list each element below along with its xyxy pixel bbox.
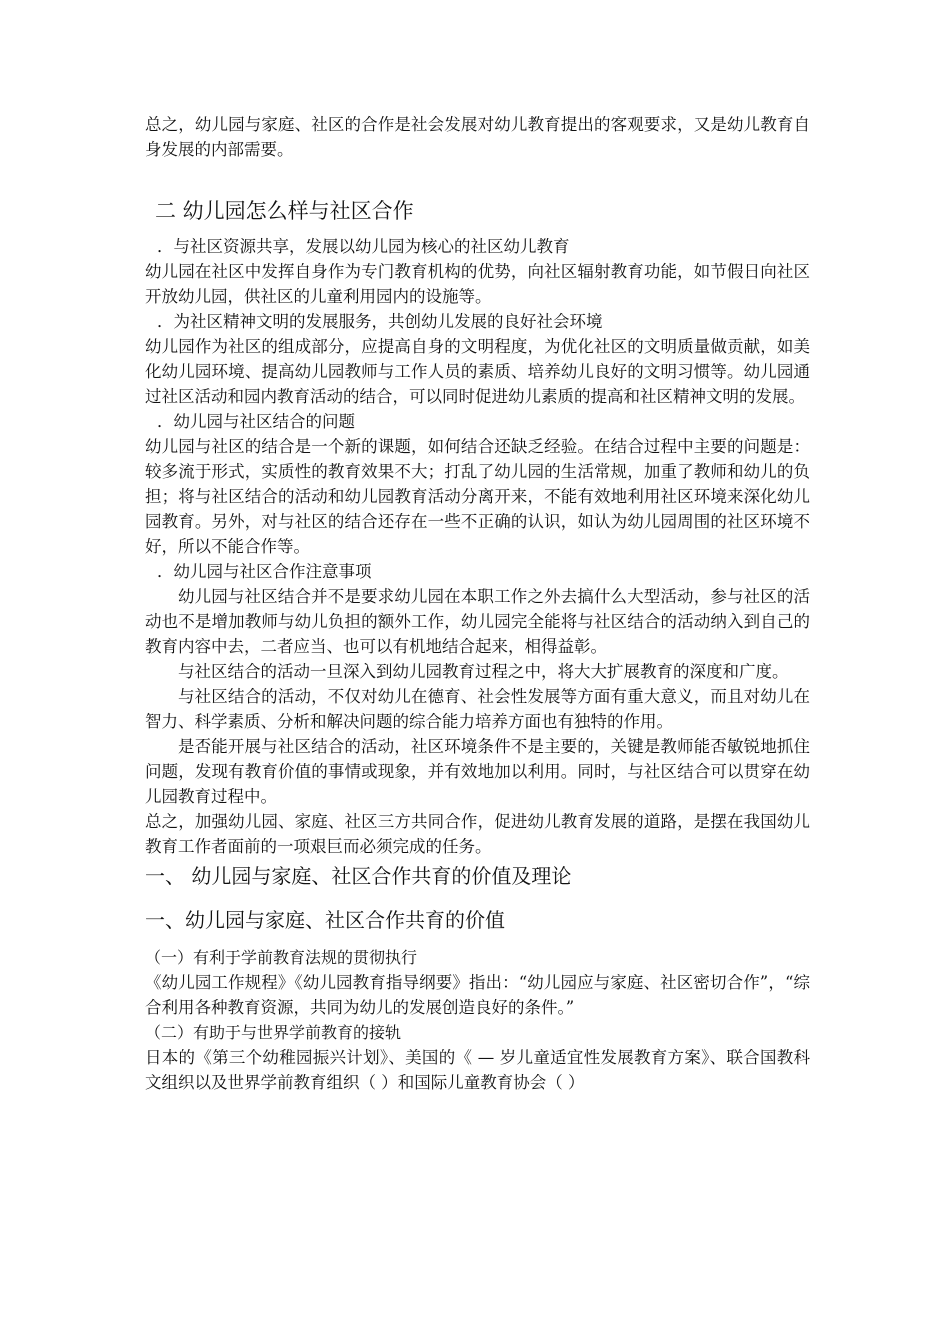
- sub1-title: （一）有利于学前教育法规的贯彻执行: [145, 948, 418, 967]
- item4-paragraph-1: 幼儿园与社区结合并不是要求幼儿园在本职工作之外去搞什么大型活动，参与社区的活动也不是增加教师与幼儿负担的额外工作，幼儿园完全能将与社区结合的活动纳入到自己的教育内容中去，二者应当、也可以有机地结合起来，相得益彰。: [145, 587, 810, 656]
- intro-summary: 总之，幼儿园与家庭、社区的合作是社会发展对幼儿教育提出的客观要求，又是幼儿教育自身发展的内部需要。: [145, 115, 810, 159]
- sub2-title: （二）有助于与世界学前教育的接轨: [145, 1023, 402, 1042]
- item2-title: ．为社区精神文明的发展服务，共创幼儿发展的良好社会环境: [157, 312, 603, 331]
- item4-paragraph-2: 与社区结合的活动一旦深入到幼儿园教育过程之中，将大大扩展教育的深度和广度。: [178, 662, 789, 681]
- item3-title: ．幼儿园与社区结合的问题: [157, 412, 355, 431]
- subpart-heading-value: 一、幼儿园与家庭、社区合作共育的价值: [145, 908, 505, 932]
- summary-paragraph: 总之，加强幼儿园、家庭、社区三方共同合作，促进幼儿教育发展的道路，是摆在我国幼儿教育工作者面前的一项艰巨而必须完成的任务。: [145, 812, 810, 856]
- item1-title: ．与社区资源共享，发展以幼儿园为核心的社区幼儿教育: [157, 237, 570, 256]
- item4-title: ．幼儿园与社区合作注意事项: [157, 562, 372, 581]
- item1-body: 幼儿园在社区中发挥自身作为专门教育机构的优势，向社区辐射教育功能，如节假日向社区开放幼儿园，供社区的儿童利用园内的设施等。: [145, 262, 810, 306]
- document-page: [145, 112, 810, 1095]
- part-heading-value-theory: 一、 幼儿园与家庭、社区合作共育的价值及理论: [145, 864, 572, 888]
- item4-paragraph-4: 是否能开展与社区结合的活动，社区环境条件不是主要的，关键是教师能否敏锐地抓住问题，发现有教育价值的事情或现象，并有效地加以利用。同时，与社区结合可以贯穿在幼儿园教育过程中。: [145, 737, 810, 806]
- section-heading-community: 二 幼儿园怎么样与社区合作: [155, 199, 414, 223]
- item3-body: 幼儿园与社区的结合是一个新的课题，如何结合还缺乏经验。在结合过程中主要的问题是：较多流于形式，实质性的教育效果不大；打乱了幼儿园的生活常规，加重了教师和幼儿的负担；将与社区结合的活动和幼儿园教育活动分离开来，不能有效地利用社区环境来深化幼儿园教育。另外，对与社区的结合还存在一些不正确的认识，如认为幼儿园周围的社区环境不好，所以不能合作等。: [145, 437, 810, 556]
- item2-body: 幼儿园作为社区的组成部分，应提高自身的文明程度，为优化社区的文明质量做贡献，如美化幼儿园环境、提高幼儿园教师与工作人员的素质、培养幼儿良好的文明习惯等。幼儿园通过社区活动和园内教育活动的结合，可以同时促进幼儿素质的提高和社区精神文明的发展。: [145, 337, 810, 406]
- sub1-body: 《幼儿园工作规程》《幼儿园教育指导纲要》指出：“幼儿园应与家庭、社区密切合作”，“综合利用各种教育资源，共同为幼儿的发展创造良好的条件。”: [145, 973, 810, 1017]
- item4-paragraph-3: 与社区结合的活动，不仅对幼儿在德育、社会性发展等方面有重大意义，而且对幼儿在智力、科学素质、分析和解决问题的综合能力培养方面也有独特的作用。: [145, 687, 810, 731]
- sub2-body: 日本的《第三个幼稚园振兴计划》、美国的《 — 岁儿童适宜性发展教育方案》、联合国教科文组织以及世界学前教育组织（ ）和国际儿童教育协会（ ）: [145, 1048, 810, 1092]
